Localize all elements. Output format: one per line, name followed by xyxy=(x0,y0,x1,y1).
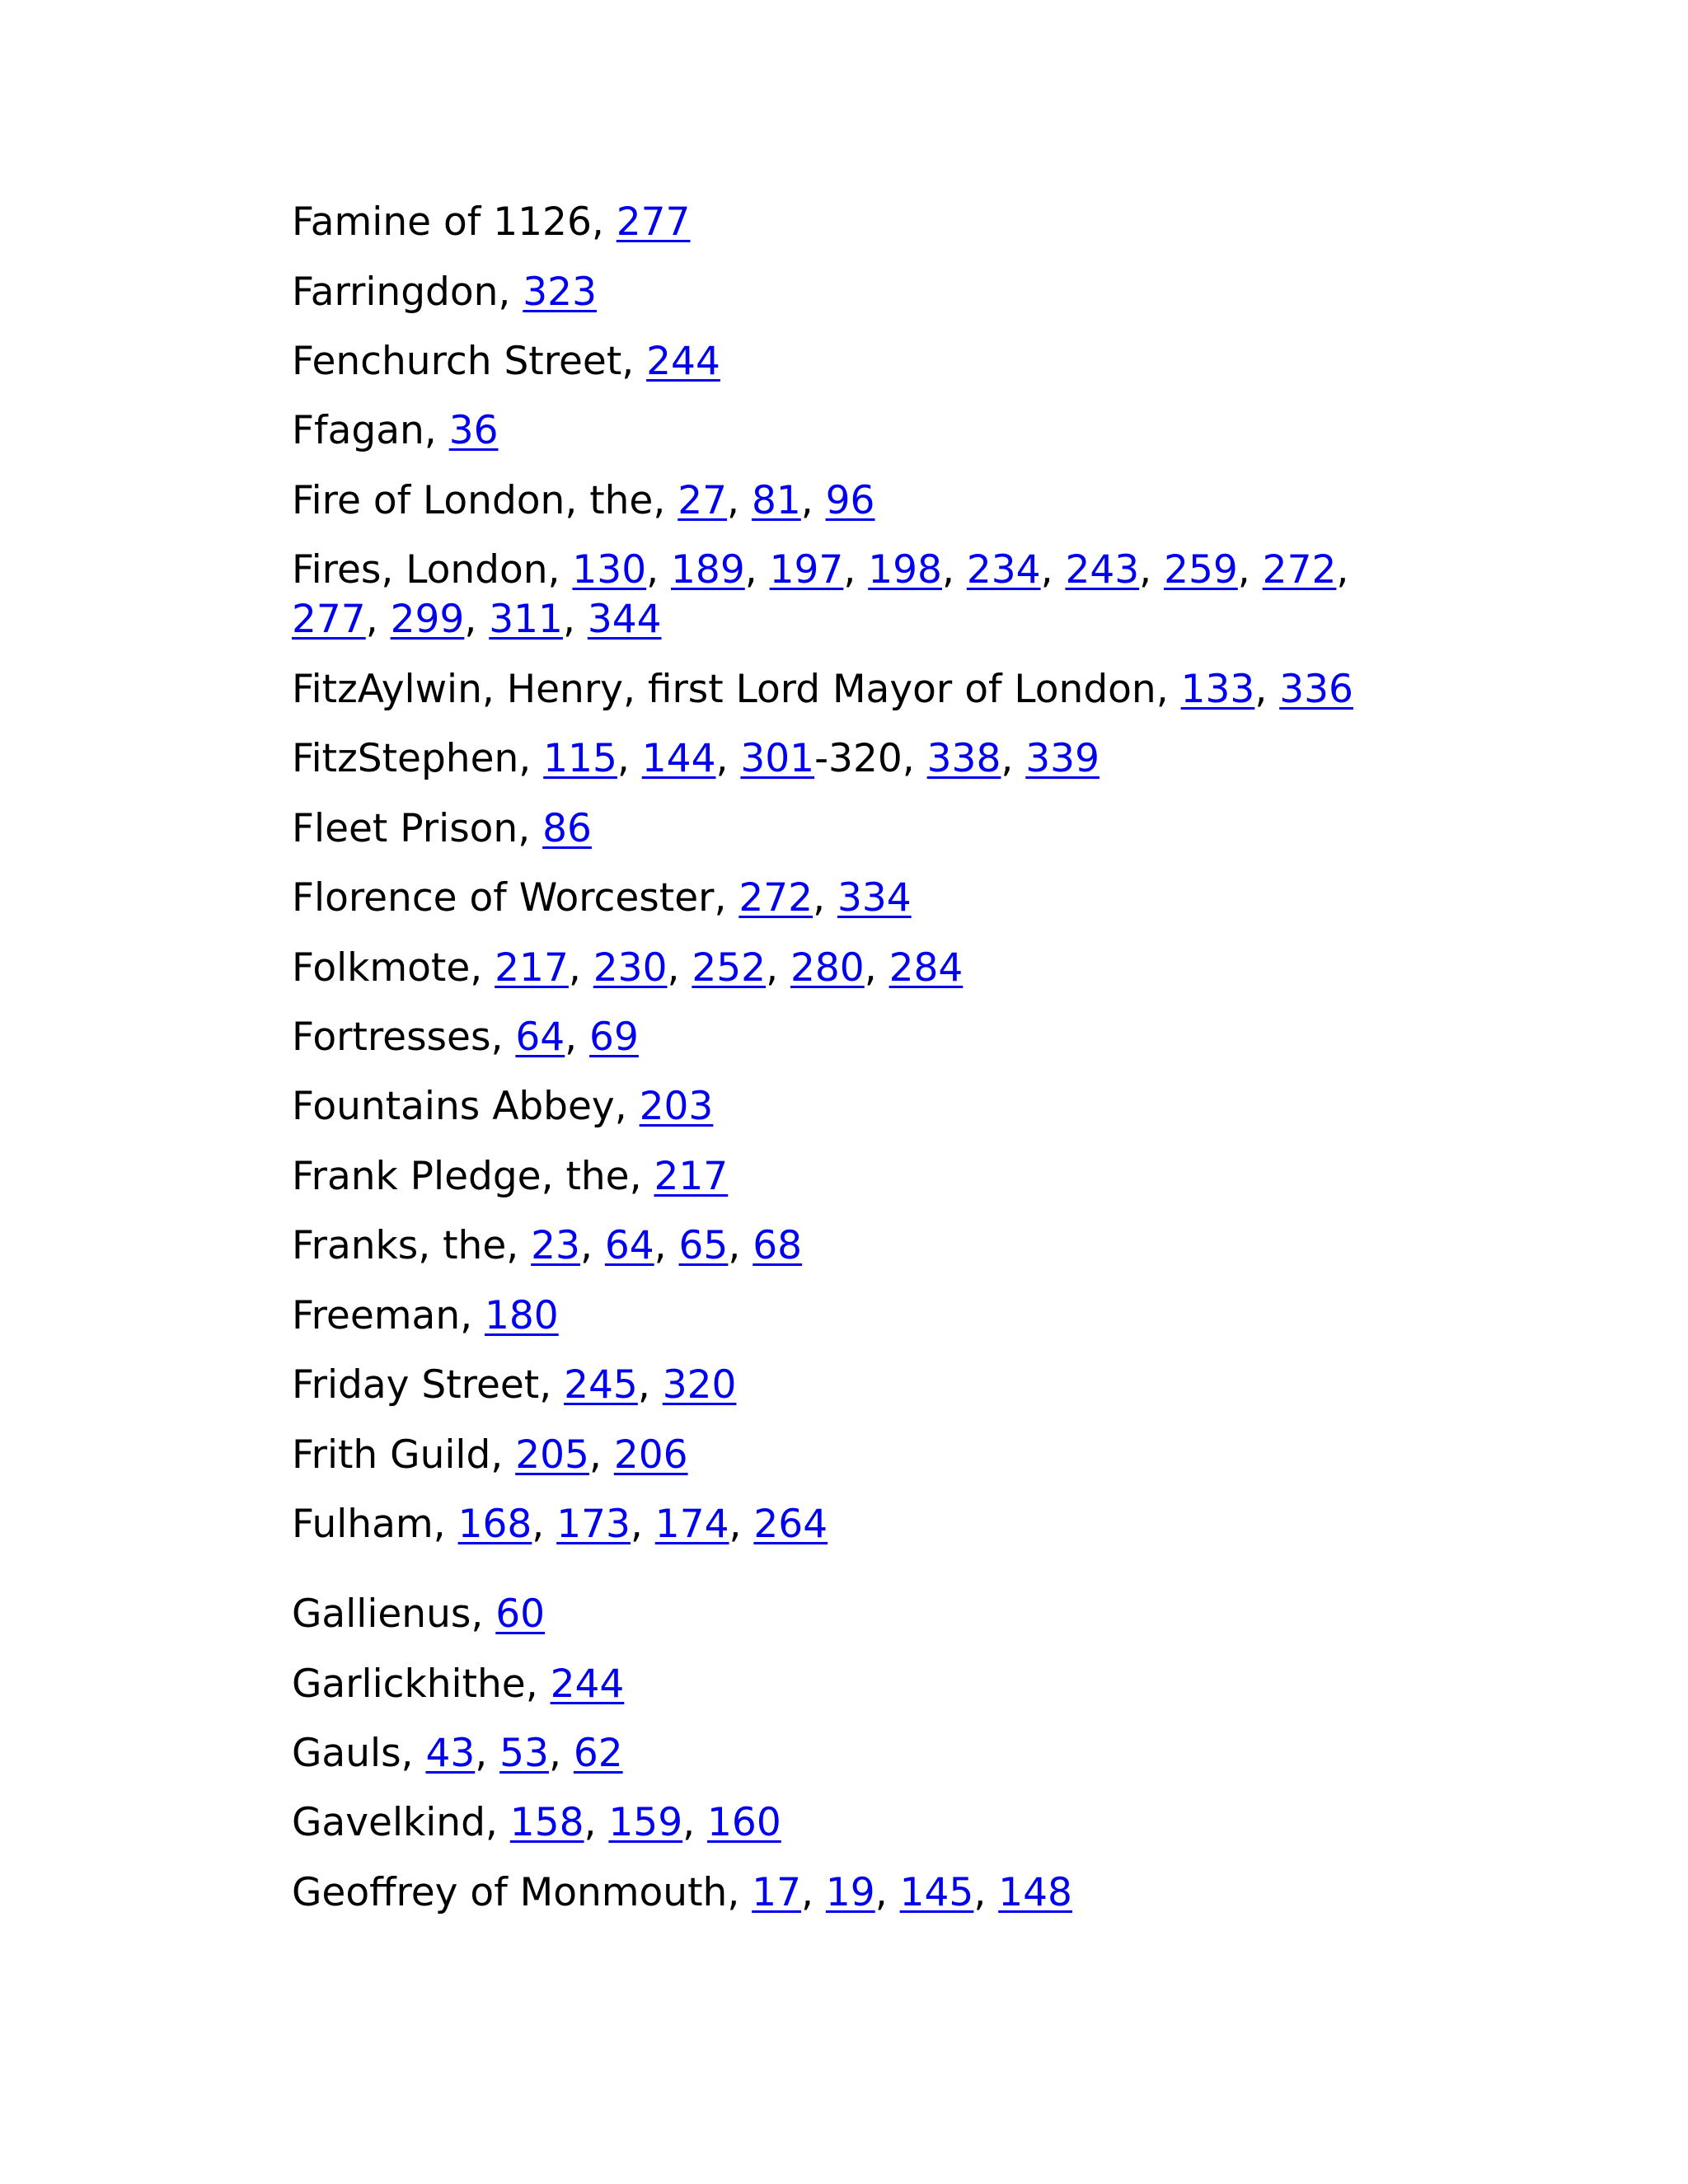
page-link[interactable]: 65 xyxy=(678,1223,729,1268)
page-link[interactable]: 145 xyxy=(899,1870,974,1915)
entry-term: Farringdon, xyxy=(292,269,523,315)
index-entry xyxy=(292,198,690,247)
page-link[interactable]: 230 xyxy=(593,945,668,991)
separator: , xyxy=(630,1502,655,1547)
entry-term: Gallienus, xyxy=(292,1591,496,1637)
separator: , xyxy=(728,1223,753,1268)
index-entry xyxy=(292,734,1100,784)
separator: , xyxy=(800,478,826,523)
index-entry xyxy=(292,804,592,854)
separator: , xyxy=(727,478,752,523)
index-entry xyxy=(292,268,597,317)
entry-term: Fire of London, the, xyxy=(292,478,678,523)
index-entry xyxy=(292,476,874,526)
separator: , xyxy=(464,597,490,642)
page-link[interactable]: 133 xyxy=(1180,667,1255,712)
separator: , xyxy=(565,1015,590,1060)
page-link[interactable]: 277 xyxy=(292,597,366,642)
page-link[interactable]: 130 xyxy=(572,547,647,593)
separator: , xyxy=(973,1870,999,1915)
separator: , xyxy=(475,1731,500,1776)
page-link[interactable]: 323 xyxy=(523,269,597,315)
page-link[interactable]: 174 xyxy=(654,1502,729,1547)
page-link[interactable]: 334 xyxy=(837,875,912,921)
page-link[interactable]: 62 xyxy=(573,1731,623,1776)
page-link[interactable]: 234 xyxy=(966,547,1041,593)
index-entry xyxy=(292,1798,781,1848)
entry-term: Geoffrey of Monmouth, xyxy=(292,1870,753,1915)
page-link[interactable]: 60 xyxy=(495,1591,546,1637)
separator: , xyxy=(617,736,642,781)
entry-term: Fountains Abbey, xyxy=(292,1084,640,1129)
entry-term: Friday Street, xyxy=(292,1362,565,1408)
separator: , xyxy=(637,1362,663,1408)
index-entry xyxy=(292,1152,728,1202)
separator: , xyxy=(568,945,593,991)
page-link[interactable]: 23 xyxy=(531,1223,580,1268)
page-link[interactable]: 217 xyxy=(654,1154,729,1199)
index-entry xyxy=(292,1013,639,1062)
page-link[interactable]: 301 xyxy=(740,736,815,781)
page-link[interactable]: 311 xyxy=(489,597,563,642)
page-link[interactable]: 243 xyxy=(1065,547,1140,593)
page-link[interactable]: 244 xyxy=(646,339,720,384)
page-link[interactable]: 43 xyxy=(425,1731,476,1776)
separator: -320, xyxy=(814,736,927,781)
page-link[interactable]: 53 xyxy=(499,1731,549,1776)
separator: , xyxy=(646,547,672,593)
entry-term: Fires, London, xyxy=(292,547,573,593)
separator: , xyxy=(584,1800,609,1845)
page-link[interactable]: 272 xyxy=(1262,547,1337,593)
page-link[interactable]: 264 xyxy=(753,1502,828,1547)
page-link[interactable]: 17 xyxy=(752,1870,802,1915)
separator: , xyxy=(729,1502,754,1547)
page-link[interactable]: 320 xyxy=(662,1362,737,1408)
page-link[interactable]: 272 xyxy=(738,875,814,921)
separator: , xyxy=(1254,667,1280,712)
separator: , xyxy=(1001,736,1026,781)
separator: , xyxy=(801,1870,826,1915)
separator: , xyxy=(588,1432,614,1478)
index-entry xyxy=(292,1590,545,1639)
entry-term: Famine of 1126, xyxy=(292,199,617,245)
index-entry xyxy=(292,1868,1072,1918)
separator: , xyxy=(1237,547,1263,593)
entry-term: Freeman, xyxy=(292,1293,485,1338)
page-link[interactable]: 203 xyxy=(639,1084,714,1129)
page-link[interactable]: 344 xyxy=(587,597,662,642)
separator: , xyxy=(654,1223,679,1268)
index-entry xyxy=(292,1500,828,1549)
page-link[interactable]: 64 xyxy=(515,1015,565,1060)
page-link[interactable]: 81 xyxy=(751,478,801,523)
separator: , xyxy=(864,945,889,991)
index-entry xyxy=(292,1291,559,1341)
separator: , xyxy=(562,597,588,642)
page-link[interactable]: 217 xyxy=(495,945,569,991)
separator: , xyxy=(766,945,790,991)
index-entry xyxy=(292,1660,624,1709)
index-entry xyxy=(292,1431,688,1480)
page-link[interactable]: 173 xyxy=(556,1502,631,1547)
page-link[interactable]: 144 xyxy=(641,736,716,781)
index-entry xyxy=(292,1729,623,1779)
index-entry xyxy=(292,546,1396,644)
entry-term: Florence of Worcester, xyxy=(292,875,739,921)
separator: , xyxy=(874,1870,900,1915)
page-link[interactable]: 205 xyxy=(515,1432,589,1478)
index-entry xyxy=(292,944,963,993)
page-link[interactable]: 64 xyxy=(604,1223,654,1268)
index-entry xyxy=(292,1361,736,1410)
index-entry xyxy=(292,1221,802,1271)
entry-term: Fleet Prison, xyxy=(292,806,543,851)
separator: , xyxy=(715,736,741,781)
page-link[interactable]: 168 xyxy=(457,1502,532,1547)
separator: , xyxy=(667,945,692,991)
page-link[interactable]: 180 xyxy=(485,1293,559,1338)
page-link[interactable]: 284 xyxy=(889,945,964,991)
page-link[interactable]: 96 xyxy=(825,478,875,523)
index-entry xyxy=(292,874,912,923)
index-entry xyxy=(292,665,1353,715)
entry-term: Folkmote, xyxy=(292,945,495,991)
separator: , xyxy=(813,875,837,921)
page-link[interactable]: 339 xyxy=(1025,736,1100,781)
entry-term: Garlickhithe, xyxy=(292,1661,551,1707)
separator: , xyxy=(365,597,391,642)
page-link[interactable]: 86 xyxy=(542,806,592,851)
index-entry xyxy=(292,337,720,387)
entry-term: FitzStephen, xyxy=(292,736,544,781)
separator: , xyxy=(682,1800,708,1845)
page-link[interactable]: 252 xyxy=(692,945,767,991)
separator: , xyxy=(1336,547,1349,593)
page-link[interactable]: 299 xyxy=(390,597,465,642)
page-link[interactable]: 27 xyxy=(678,478,728,523)
entry-term: Fortresses, xyxy=(292,1015,516,1060)
entry-term: Frith Guild, xyxy=(292,1432,516,1478)
index-entry xyxy=(292,406,499,456)
page-link[interactable]: 280 xyxy=(790,945,865,991)
page-link[interactable]: 259 xyxy=(1164,547,1238,593)
separator: , xyxy=(548,1731,574,1776)
page-link[interactable]: 68 xyxy=(753,1223,803,1268)
page-link[interactable]: 159 xyxy=(608,1800,683,1845)
page-link[interactable]: 206 xyxy=(613,1432,688,1478)
separator: , xyxy=(843,547,869,593)
separator: , xyxy=(1040,547,1066,593)
page-link[interactable]: 197 xyxy=(769,547,844,593)
page-link[interactable]: 277 xyxy=(616,199,691,245)
page-link[interactable]: 198 xyxy=(868,547,942,593)
entry-term: Fulham, xyxy=(292,1502,458,1547)
page-link[interactable]: 19 xyxy=(825,1870,875,1915)
page-link[interactable]: 36 xyxy=(448,408,499,453)
page-link[interactable]: 338 xyxy=(926,736,1001,781)
separator: , xyxy=(532,1502,557,1547)
separator: , xyxy=(1139,547,1165,593)
page-link[interactable]: 189 xyxy=(671,547,745,593)
index-entry xyxy=(292,1082,713,1132)
page-link[interactable]: 160 xyxy=(707,1800,781,1845)
page-link[interactable]: 115 xyxy=(543,736,617,781)
separator: , xyxy=(941,547,967,593)
entry-term: Frank Pledge, the, xyxy=(292,1154,654,1199)
entry-term: FitzAylwin, Henry, first Lord Mayor of London, xyxy=(292,667,1181,712)
entry-term: Fenchurch Street, xyxy=(292,339,647,384)
page-link[interactable]: 244 xyxy=(550,1661,625,1707)
page-link[interactable]: 336 xyxy=(1279,667,1353,712)
entry-term: Franks, the, xyxy=(292,1223,532,1268)
entry-term: Ffagan, xyxy=(292,408,449,453)
page-link[interactable]: 69 xyxy=(589,1015,639,1060)
page-link[interactable]: 148 xyxy=(998,1870,1072,1915)
entry-term: Gauls, xyxy=(292,1731,426,1776)
page-link[interactable]: 158 xyxy=(509,1800,584,1845)
entry-term: Gavelkind, xyxy=(292,1800,510,1845)
separator: , xyxy=(579,1223,605,1268)
separator: , xyxy=(744,547,770,593)
page-link[interactable]: 245 xyxy=(564,1362,638,1408)
